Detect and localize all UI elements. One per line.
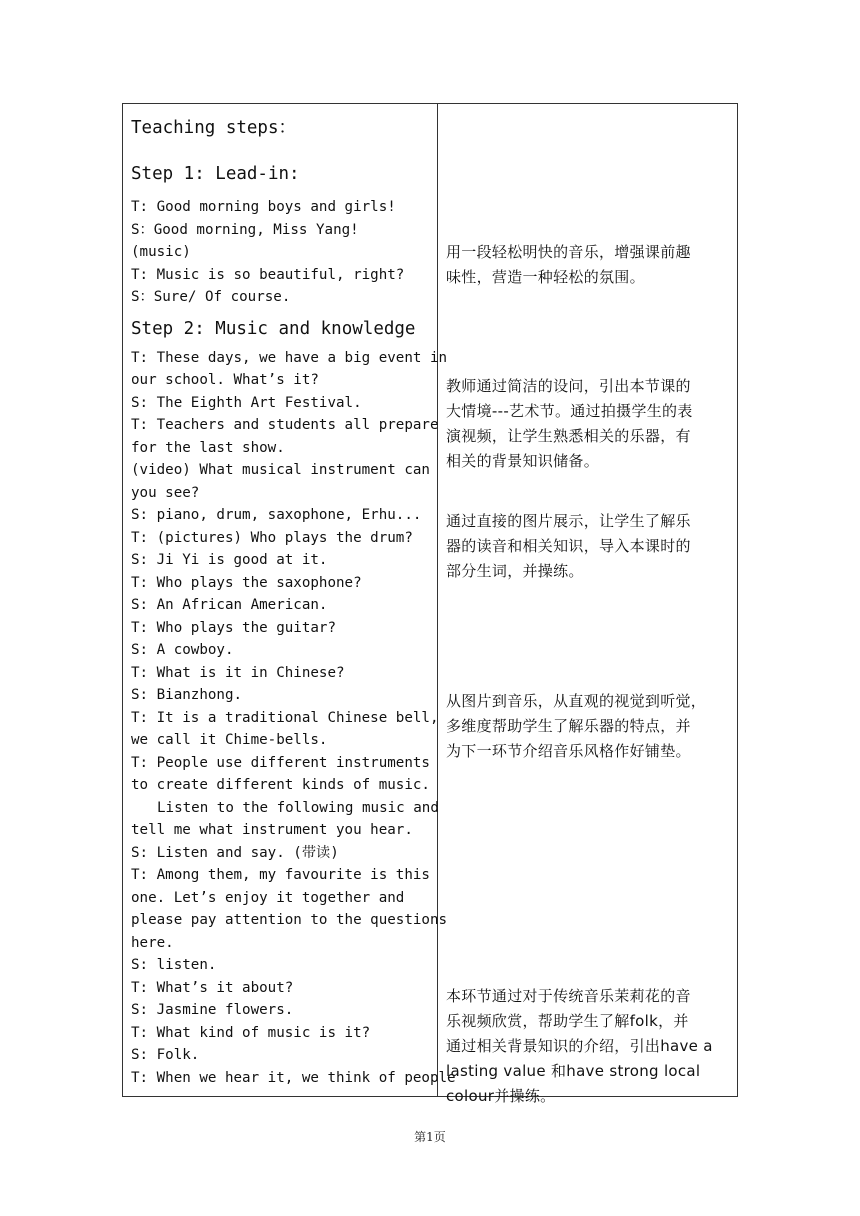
design-note-pictures <box>446 509 732 584</box>
dialogue-line: S: An African American. <box>131 597 328 613</box>
note-line: 通过相关背景知识的介绍，引出have a <box>446 1037 713 1055</box>
dialogue-line: (music) <box>131 244 191 260</box>
dialogue-line: T: Who plays the saxophone? <box>131 574 362 591</box>
dialogue-line: T: People use different instruments <box>131 754 430 771</box>
dialogue-line: S: A cowboy. <box>131 642 234 658</box>
dialogue-line: Listen to the following music and <box>157 799 439 816</box>
dialogue-line: T: Who plays the guitar? <box>131 619 336 636</box>
dialogue-line: T: What’s it about? <box>131 979 294 996</box>
dialogue-line: T: What is it in Chinese? <box>131 664 345 681</box>
note-line: 本环节通过对于传统音乐茉莉花的音 <box>446 987 691 1005</box>
dialogue-line: T: It is a traditional Chinese bell, <box>131 709 439 726</box>
note-line: 部分生词，并操练。 <box>446 562 584 580</box>
dialogue-line: T: When we hear it, we think of people <box>131 1069 456 1086</box>
note-line: 教师通过简洁的设问，引出本节课的 <box>446 377 691 395</box>
dialogue-line: T: Good morning boys and girls! <box>131 199 396 215</box>
note-line: 为下一环节介绍音乐风格作好铺垫。 <box>446 742 691 760</box>
note-line: lasting value 和have strong local <box>446 1062 701 1080</box>
step2-dialogue <box>131 347 456 1090</box>
dialogue-line: S: Jasmine flowers. <box>131 1002 294 1018</box>
lesson-plan-table <box>122 103 738 1105</box>
note-line: 多维度帮助学生了解乐器的特点，并 <box>446 717 691 735</box>
dialogue-line: you see? <box>131 484 200 501</box>
note-line: 通过直接的图片展示，让学生了解乐 <box>446 512 691 530</box>
dialogue-line: T: Among them, my favourite is this <box>131 867 430 883</box>
dialogue-line: S：Good morning, Miss Yang! <box>131 221 359 238</box>
design-note-art-festival <box>446 374 732 474</box>
column-divider <box>437 104 438 1096</box>
page-number: 第1页 <box>414 1130 446 1144</box>
dialogue-line: here. <box>131 934 174 951</box>
step2-title: Step 2: Music and knowledge <box>131 318 416 339</box>
dialogue-line: S: The Eighth Art Festival. <box>131 394 362 411</box>
note-line: 相关的背景知识储备。 <box>446 452 600 470</box>
dialogue-line: for the last show. <box>131 439 285 456</box>
step1-title: Step 1: Lead-in: <box>131 164 300 184</box>
dialogue-line: T: What kind of music is it? <box>131 1024 371 1041</box>
dialogue-line: we call it Chime-bells. <box>131 732 328 748</box>
dialogue-line: T: These days, we have a big event in <box>131 349 448 366</box>
design-note-jasmine <box>446 984 732 1109</box>
dialogue-line: S: listen. <box>131 957 217 973</box>
design-note-lead-in <box>446 240 732 290</box>
dialogue-line: S: Ji Yi is good at it. <box>131 552 328 568</box>
dialogue-line: T: Music is so beautiful, right? <box>131 266 405 283</box>
note-line: 从图片到音乐，从直观的视觉到听觉， <box>446 692 707 710</box>
teaching-steps-column <box>131 116 456 1089</box>
dialogue-line: S: piano, drum, saxophone, Erhu... <box>131 507 422 523</box>
dialogue-line: our school. What’s it? <box>131 372 319 388</box>
note-line: 大情境---艺术节。通过拍摄学生的表 <box>446 402 693 420</box>
note-line: colour并操练。 <box>446 1087 556 1105</box>
dialogue-line: tell me what instrument you hear. <box>131 822 413 838</box>
design-note-instruments <box>446 689 732 764</box>
dialogue-line: one. Let’s enjoy it together and <box>131 889 405 906</box>
step1-dialogue <box>131 196 433 309</box>
note-line: 用一段轻松明快的音乐，增强课前趣 <box>446 243 691 261</box>
dialogue-line: S: Listen and say. (带读) <box>131 844 339 861</box>
dialogue-line: S: Folk. <box>131 1047 200 1063</box>
dialogue-line: S：Sure/ Of course. <box>131 289 291 305</box>
dialogue-line: T: (pictures) Who plays the drum? <box>131 529 413 546</box>
note-line: 器的读音和相关知识，导入本课时的 <box>446 537 691 555</box>
teaching-steps-heading: Teaching steps： <box>131 118 297 138</box>
note-line: 味性，营造一种轻松的氛围。 <box>446 268 645 286</box>
dialogue-line: please pay attention to the questions <box>131 912 448 928</box>
dialogue-line: T: Teachers and students all prepare <box>131 417 439 433</box>
dialogue-line: (video) What musical instrument can <box>131 462 430 478</box>
note-line: 乐视频欣赏，帮助学生了解folk，并 <box>446 1012 689 1030</box>
dialogue-line: S: Bianzhong. <box>131 687 243 703</box>
dialogue-line: to create different kinds of music. <box>131 777 430 793</box>
note-line: 演视频，让学生熟悉相关的乐器，有 <box>446 427 691 445</box>
